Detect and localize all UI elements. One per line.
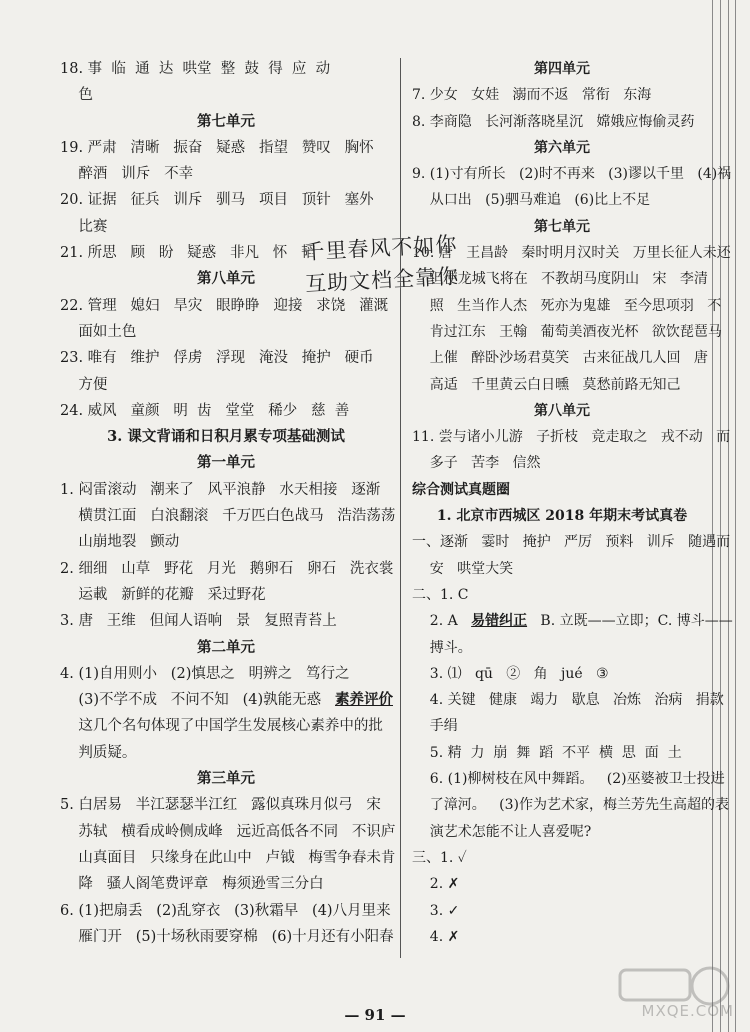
line-text: 搏斗。	[412, 639, 472, 656]
answer-line	[412, 556, 712, 582]
left-column	[60, 56, 396, 950]
answer-line	[60, 398, 392, 424]
section-heading	[412, 135, 712, 161]
answer-line	[412, 608, 733, 634]
line-text: 二、1. C	[412, 586, 469, 603]
line-text: 第四单元	[534, 61, 590, 77]
answer-line	[412, 187, 712, 213]
answer-line	[60, 135, 392, 161]
line-text: 色	[60, 87, 93, 104]
line-text: 高适 千里黄云白日曛 莫愁前路无知己	[412, 376, 681, 393]
section-heading	[412, 56, 712, 82]
line-text: 9. (1)寸有所长 (2)时不再来 (3)谬以千里 (4)祸	[412, 166, 732, 183]
line-text: 19. 严肃 清晰 振奋 疑惑 指望 赞叹 胸怀	[60, 139, 374, 156]
line-text: 山真面目 只缘身在此山中 卢钺 梅雪争春未肯	[60, 849, 396, 866]
line-text: 5. 白居易 半江瑟瑟半江红 露似真珠月似弓 宋	[60, 797, 381, 814]
answer-line	[412, 424, 731, 450]
answer-line	[412, 871, 712, 897]
line-text: 2. A	[412, 613, 472, 630]
line-text: 第二单元	[197, 638, 255, 656]
line-text: 手绢	[412, 718, 458, 735]
line-text: 醉酒 训斥 不幸	[60, 166, 194, 183]
section-heading	[60, 109, 392, 135]
answer-line	[60, 792, 392, 818]
line-text: 3. ✓	[412, 902, 460, 919]
answer-line	[412, 819, 712, 845]
line-text: 6. (1)把扇丢 (2)乱穿衣 (3)秋霜早 (4)八月里来	[60, 902, 391, 919]
line-text: 照 生当作人杰 死亦为鬼雄 至今思项羽 不	[412, 297, 722, 314]
answer-line	[412, 792, 729, 818]
line-text: 这几个名句体现了中国学生发展核心素养中的批	[60, 718, 383, 735]
line-text: 第七单元	[197, 112, 255, 130]
binding-edge-line	[728, 0, 729, 1032]
answer-line	[412, 661, 712, 687]
section-heading	[412, 503, 712, 529]
answer-line	[60, 740, 392, 766]
watermark-text: MXQE.COM	[641, 1002, 734, 1020]
section-heading	[60, 766, 392, 792]
stamp-line-2: 互助文档全靠你	[304, 264, 460, 297]
answer-line	[60, 582, 392, 608]
line-text: 演艺术怎能不让人喜爱呢?	[412, 823, 592, 840]
highlight-tag: 素养评价	[335, 691, 393, 709]
stamp-line-1: 千里春风不如你	[302, 232, 458, 265]
line-text-rest: B. 立既——立即；C. 博斗——	[527, 613, 733, 630]
section-heading	[412, 477, 712, 503]
answer-line	[412, 924, 712, 950]
line-text: 运載 新鲜的花瓣 采过野花	[60, 586, 266, 603]
answer-line	[412, 109, 712, 135]
line-text: 苏轼 横看成岭侧成峰 远近高低各不同 不识庐	[60, 823, 396, 840]
answer-line	[60, 161, 392, 187]
section-heading	[412, 398, 712, 424]
answer-line	[412, 82, 712, 108]
answer-line	[60, 661, 392, 687]
line-text: 4. (1)自用则小 (2)慎思之 明辨之 笃行之	[60, 665, 350, 682]
line-text: 安 哄堂大笑	[412, 560, 514, 577]
answer-line	[60, 556, 392, 582]
line-text: 2. 细细 山草 野花 月光 鹅卵石 卵石 洗衣裳	[60, 560, 394, 577]
line-text: 肯过江东 王翰 葡萄美酒夜光杯 欲饮琵琶马	[412, 323, 722, 340]
answer-line	[412, 845, 712, 871]
answer-line	[412, 740, 712, 766]
answer-line	[60, 503, 396, 529]
answer-line	[60, 345, 392, 371]
line-text: 21. 所思 顾 盼 疑惑 非凡 怀 韬	[60, 245, 316, 262]
answer-line	[60, 187, 392, 213]
answer-line	[60, 82, 392, 108]
line-text: 第六单元	[534, 139, 590, 156]
answer-line	[60, 372, 392, 398]
line-text: 判质疑。	[60, 744, 137, 761]
answer-line	[60, 845, 396, 871]
line-text: 24. 威风 童颜 明 齿 堂堂 稀少 慈 善	[60, 402, 350, 419]
answer-line	[60, 529, 392, 555]
line-text: 20. 证据 征兵 训斥 驯马 项目 顶针 塞外	[60, 192, 374, 209]
line-text: 3. 唐 王维 但闻人语响 景 复照青苔上	[60, 613, 337, 630]
answer-line	[412, 635, 712, 661]
answer-line	[412, 319, 722, 345]
line-text: 雁门开 (5)十场秋雨要穿棉 (6)十月还有小阳春	[60, 928, 394, 945]
answer-line	[412, 529, 731, 555]
line-text: 一、逐渐 霎时 掩护 严厉 预料 训斥 随遇而	[412, 534, 731, 551]
answer-line	[60, 713, 392, 739]
line-text: 4. 关键 健康 竭力 歇息 冶炼 治病 捐款	[412, 692, 724, 709]
watermark-logo	[610, 962, 740, 1026]
line-text: 10. 唐 王昌龄 秦时明月汉时关 万里长征人未还	[412, 245, 731, 262]
answer-line	[412, 766, 725, 792]
line-text: 第七单元	[534, 218, 590, 235]
line-text: 18. 事 临 通 达 哄堂 整 鼓 得 应 动	[60, 61, 331, 77]
section-heading	[60, 424, 392, 450]
answer-line	[412, 345, 712, 371]
answer-line	[60, 924, 392, 950]
line-text: 降 骚人阁笔费评章 梅须逊雪三分白	[60, 876, 324, 893]
answer-line	[60, 477, 392, 503]
section-heading	[60, 450, 392, 476]
answer-line	[60, 871, 392, 897]
answer-line	[60, 56, 392, 82]
line-text: 第八单元	[197, 270, 255, 288]
line-text: 4. ✗	[412, 928, 460, 945]
section-heading	[60, 635, 392, 661]
line-text: 7. 少女 女娃 溺而不返 常衔 东海	[412, 87, 652, 104]
answer-line	[412, 450, 712, 476]
answer-line	[60, 608, 392, 634]
right-column	[412, 56, 733, 950]
answer-line	[60, 687, 392, 713]
page-number: — 91 —	[344, 1006, 406, 1024]
answer-line	[412, 898, 712, 924]
binding-edge-line	[720, 0, 721, 1032]
line-text: 但使龙城飞将在 不教胡马度阴山 宋 李清	[412, 271, 708, 288]
line-text: 8. 李商隐 长河渐落晓星沉 嫦娥应悔偷灵药	[412, 113, 695, 130]
column-divider	[400, 58, 401, 958]
line-text: 23. 唯有 维护 俘虏 浮现 淹没 掩护 硬币	[60, 350, 374, 367]
line-text: 上催 醉卧沙场君莫笑 古来征战几人回 唐	[412, 350, 708, 367]
handwritten-stamp	[303, 228, 468, 328]
line-text: 三、1. ✓	[412, 849, 467, 866]
line-text: 多子 苦李 信然	[412, 455, 541, 472]
answer-line	[412, 582, 712, 608]
line-text: (3)不学不成 不问不知 (4)孰能无惑	[60, 692, 335, 709]
answer-line	[60, 819, 396, 845]
line-text: 面如土色	[60, 323, 137, 340]
line-text: 11. 尝与诸小儿游 子折枝 竞走取之 戎不动 而	[412, 429, 731, 446]
line-text: 第八单元	[534, 402, 590, 419]
line-text: 山崩地裂 颤动	[60, 534, 180, 551]
binding-edge-line	[712, 0, 713, 1032]
line-text: 1. 闷雷滚动 潮来了 风平浪静 水天相接 逐渐	[60, 481, 381, 498]
line-text: 比赛	[60, 218, 108, 235]
line-text: 5. 精 力 崩 舞 蹈 不平 横 思 面 土	[412, 744, 682, 761]
line-text: 横贯江面 白浪翻滚 千万匹白色战马 浩浩荡荡	[60, 508, 396, 525]
binding-edge-line	[735, 0, 736, 1032]
line-text: 3. 课文背诵和日积月累专项基础测试	[107, 428, 345, 446]
line-text: 第一单元	[197, 454, 255, 472]
answer-line	[412, 713, 712, 739]
line-text: 方便	[60, 376, 108, 393]
answer-line	[412, 687, 724, 713]
line-text: 了漳河。 (3)作为艺术家，梅兰芳先生高超的表	[412, 797, 729, 814]
line-text: 从口出 (5)驷马难追 (6)比上不足	[412, 192, 651, 209]
answer-line	[60, 898, 392, 924]
line-text: 2. ✗	[412, 876, 460, 893]
line-text: 22. 管理 媳妇 旱灾 眼睁睁 迎接 求饶 灌溉	[60, 297, 389, 314]
line-text: 第三单元	[197, 770, 255, 788]
line-text: 综合测试真题圈	[412, 481, 510, 498]
line-text: 1. 北京市西城区 2018 年期末考试真卷	[436, 508, 688, 525]
answer-line	[412, 372, 712, 398]
answer-line	[412, 161, 732, 187]
line-text: 3. ⑴ qū ② 角 jué ③	[412, 665, 609, 682]
line-text: 6. (1)柳树枝在风中舞蹈。 (2)巫婆被卫士投进	[412, 771, 725, 788]
highlight-tag: 易错纠正	[471, 613, 528, 630]
